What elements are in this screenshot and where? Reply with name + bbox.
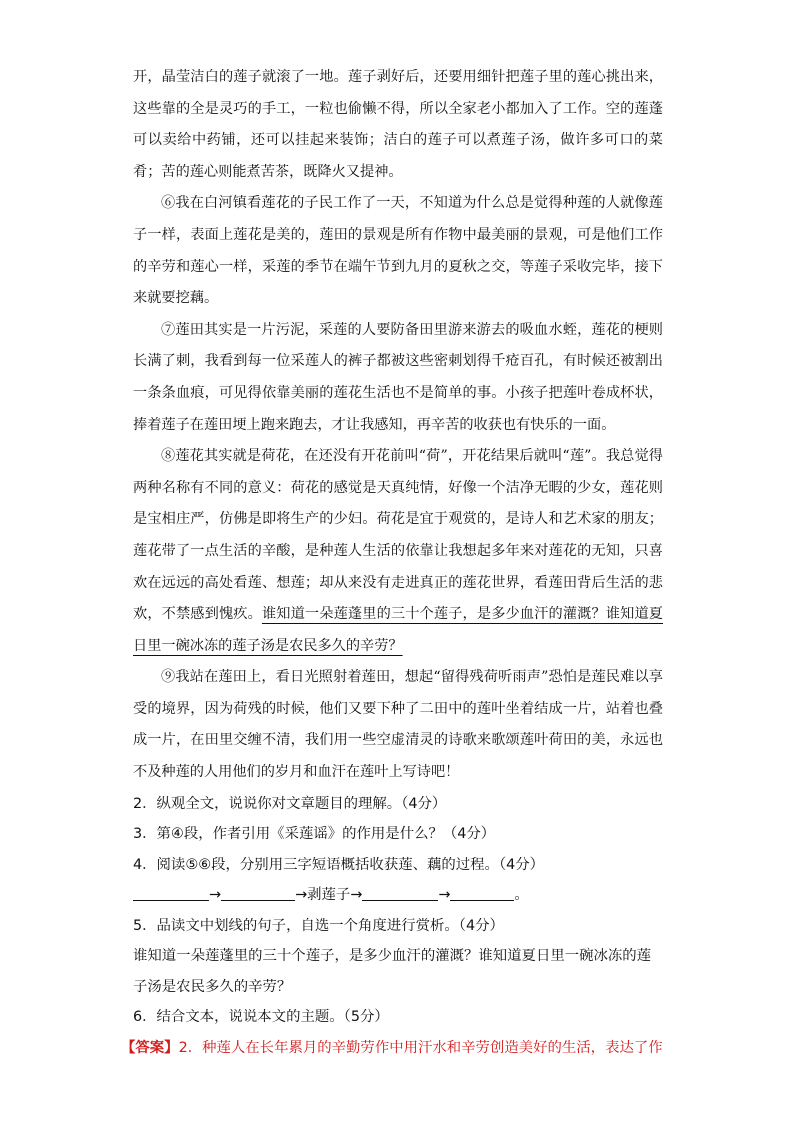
paragraph-6: ⑥我在白河镇看莲花的子民工作了一天，不知道为什么总是觉得种莲的人就像莲子一样，表面上莲花是美的，莲田的景观是所有作物中最美丽的景观，可是他们工作的辛劳和莲心一样，采莲的季节在端午节到九月的夏秋之交，等莲子采收完毕，接下来就要挖藕。	[133, 195, 663, 307]
question-6: 6．结合文本，说说本文的主题。（5分）	[133, 1009, 389, 1026]
arrow-1: →	[209, 887, 222, 904]
answer-blank-4[interactable]	[450, 884, 514, 901]
question-4-blanks	[133, 880, 663, 911]
answer-blank-2[interactable]	[221, 884, 295, 901]
answer-line	[121, 1033, 663, 1064]
paragraph-9: ⑨我站在莲田上，看日光照射着莲田，想起“留得残荷听雨声”恐怕是莲民难以享受的境界，因为荷残的时候，他们又要下种了二田中的莲叶坐着结成一片，站着也叠成一片，在田里交缠不清，我们用一些空虚清灵的诗歌来歌颂莲叶荷田的美，永远也不及种莲的人用他们的岁月和血汗在莲叶上写诗吧！	[133, 669, 663, 781]
paragraph-continued: 开，晶莹洁白的莲子就滚了一地。莲子剥好后，还要用细针把莲子里的莲心挑出来，这些靠的全是灵巧的手工，一粒也偷懒不得，所以全家老小都加入了工作。空的莲蓬可以卖给中药铺，还可以挂起来装饰；洁白的莲子可以煮莲子汤，做许多可口的菜肴；苦的莲心则能煮苦茶，既降火又提神。	[133, 69, 663, 180]
paragraph-7: ⑦莲田其实是一片污泥，采莲的人要防备田里游来游去的吸血水蛭，莲花的梗则长满了刺，我看到每一位采莲人的裤子都被这些密刺划得千疮百孔，有时候还被割出一条条血痕，可见得依靠美丽的莲花生活也不是简单的事。小孩子把莲叶卷成杯状，捧着莲子在莲田埂上跑来跑去，才让我感知，再辛苦的收获也有快乐的一面。	[133, 321, 663, 433]
answer-tag: 【答案】	[121, 1039, 179, 1056]
question-3: 3．第④段，作者引用《采莲谣》的作用是什么？（4分）	[133, 826, 496, 843]
question-5: 5．品读文中划线的句子，自选一个角度进行赏析。（4分）	[133, 917, 504, 934]
arrow-3: →	[438, 887, 451, 904]
answer-blank-1[interactable]	[133, 884, 209, 901]
paragraph-8	[133, 441, 663, 662]
paragraph-8-text: ⑧莲花其实就是荷花，在还没有开花前叫“荷”，开花结果后就叫“莲”。我总觉得两种名称有不同的意义：荷花的感觉是天真纯情，好像一个洁净无暇的少女，莲花则是宝相庄严，仿佛是即将生产的少妇。荷花是宜于观赏的，是诗人和艺术家的朋友；莲花带了一点生活的辛酸，是种莲人生活的依靠让我想起多年来对莲花的无知，只喜欢在远远的高处看莲、想莲；却从来没有走进真正的莲花世界，看莲田背后生活的悲欢，不禁感到愧疚。	[133, 448, 663, 623]
page-content	[121, 62, 663, 1063]
question-5-quote: 谁知道一朵莲蓬里的三十个莲子，是多少血汗的灌溉？谁知道夏日里一碗冰冻的莲子汤是农民多久的辛劳？	[133, 948, 652, 995]
answer-blank-3[interactable]	[362, 884, 438, 901]
arrow-2: →剥莲子→	[295, 887, 363, 904]
period: 。	[514, 887, 529, 904]
question-2: 2．纵观全文，说说你对文章题目的理解。（4分）	[133, 795, 447, 812]
question-4: 4．阅读⑤⑥段，分别用三字短语概括收获莲、藕的过程。（4分）	[133, 856, 545, 873]
underlined-sentence: 谁知道一朵莲蓬里的三十个莲子，是多少血汗的灌溉？谁知道夏日里一碗冰冻的莲子汤是农民多久的辛劳？	[133, 606, 663, 654]
answer-text: 2．种莲人在长年累月的辛勤劳作中用汗水和辛劳创造美好的生活，表达了作	[178, 1039, 663, 1056]
